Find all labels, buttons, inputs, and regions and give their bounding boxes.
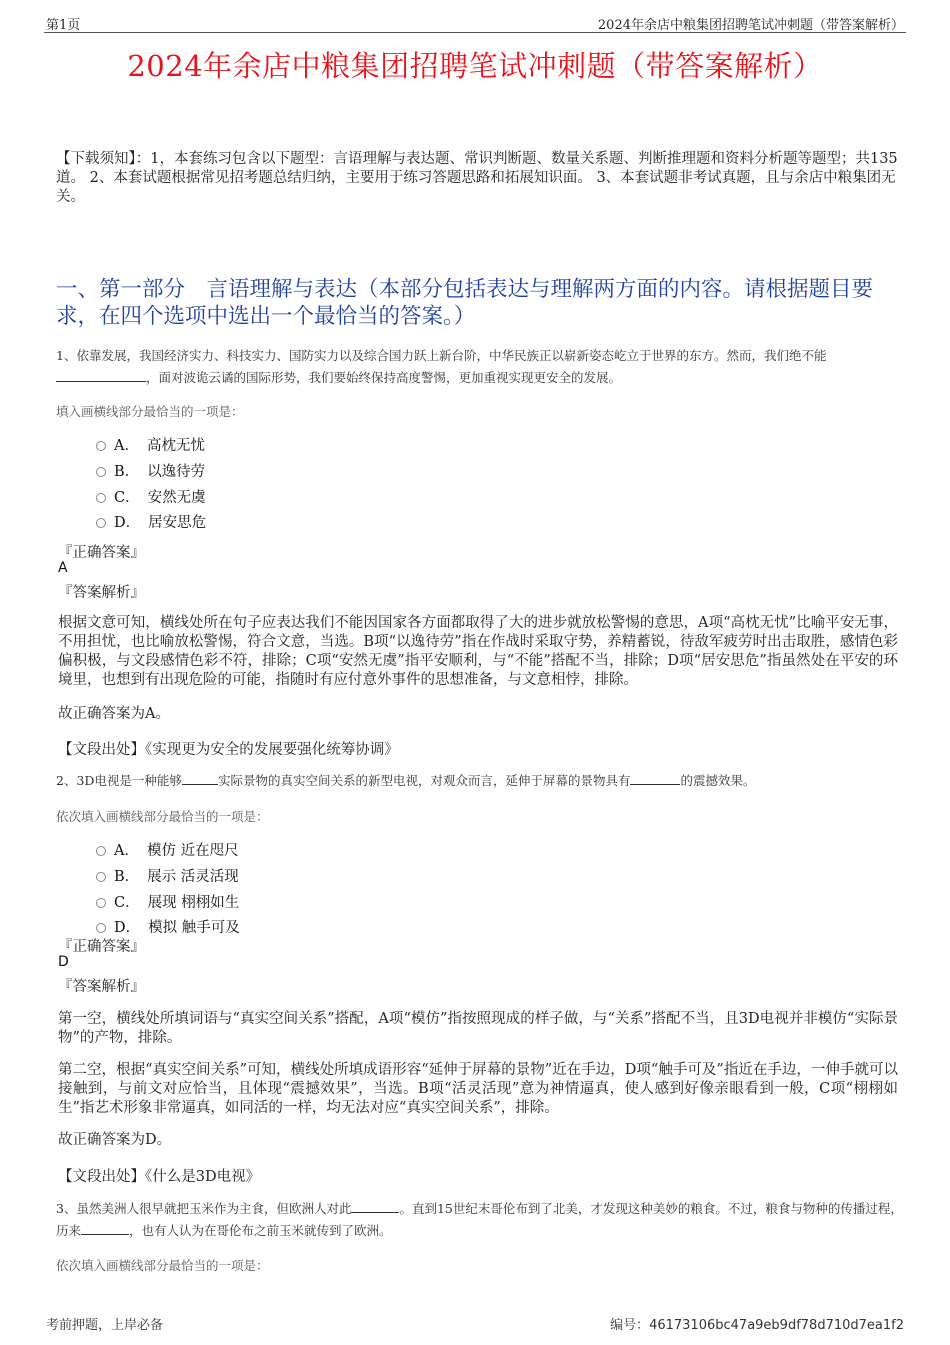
footer-slogan: 考前押题，上岸必备 xyxy=(46,1318,164,1333)
answer-blank xyxy=(81,1220,129,1235)
radio-icon[interactable] xyxy=(96,441,106,451)
correct-answer-label: 『正确答案』 xyxy=(58,939,145,955)
analysis-paragraph: 第一空，横线处所填词语与“真实空间关系”搭配，A项“模仿”指按照现成的样子做，与“关系”搭配不当，且3D电视并非模仿“实际景物”的产物，排除。 xyxy=(58,1011,898,1046)
analysis-label: 『答案解析』 xyxy=(58,585,145,601)
answer-blank xyxy=(182,770,218,785)
analysis-label: 『答案解析』 xyxy=(58,979,145,995)
analysis-paragraph: 根据文意可知，横线处所在句子应表达我们不能因国家各方面都取得了大的进步就放松警惕的意思，A项“高枕无忧”比喻平安无事，不用担忧，也比喻放松警惕，符合文意，当选。B项“以逸待劳”指在作战时采取守势，养精蓄锐，待敌军疲劳时出击取胜，感情色彩偏积极，与文段感情色彩不符，排除；C项“安然无虞”指平安顺利，与“不能”搭配不当，排除；D项“居安思危”指虽然处在平安的环境里，也想到有出现危险的可能，指随时有应付意外事件的思想准备，与文意相悖，排除。 xyxy=(58,615,898,688)
answer-blank xyxy=(351,1198,399,1213)
answer-blank xyxy=(56,367,146,382)
question-3-stem: 3、虽然美洲人很早就把玉米作为主食，但欧洲人对此 。直到15世纪末哥伦布到了北美，才发现这种美妙的粮食。不过，粮食与物种的传播过程，历来 ，也有人认为在哥伦布之前玉米就传到了欧洲。 xyxy=(56,1198,906,1242)
header-rule xyxy=(44,32,906,33)
document-id-code: 46173106bc47a9eb9df78d710d7ea1f2 xyxy=(649,1318,904,1333)
page-number: 第1页 xyxy=(46,18,81,33)
radio-icon[interactable] xyxy=(96,518,106,528)
download-notice: 【下载须知】：1，本套练习包含以下题型：言语理解与表达题、常识判断题、数量关系题、判断推理题和资料分析题等题型；共135道。 2、本套试题根据常见招考题总结归纳，主要用于练习答题思路和拓展知识面。 3、本套试题非考试真题，且与余店中粮集团无关。 xyxy=(56,151,898,205)
passage-source: 【文段出处】《实现更为安全的发展要强化统筹协调》 xyxy=(58,742,399,758)
analysis-conclusion: 故正确答案为A。 xyxy=(58,706,170,722)
radio-icon[interactable] xyxy=(96,493,106,503)
running-header-title: 2024年余店中粮集团招聘笔试冲刺题（带答案解析） xyxy=(597,18,904,33)
question-2-option-b[interactable]: B． 展示 活灵活现 xyxy=(96,867,239,887)
radio-icon[interactable] xyxy=(96,872,106,882)
question-3-instruction: 依次填入画横线部分最恰当的一项是： xyxy=(56,1258,269,1273)
question-1-option-a[interactable]: A． 高枕无忧 xyxy=(96,436,205,456)
question-1-option-b[interactable]: B． 以逸待劳 xyxy=(96,462,205,482)
radio-icon[interactable] xyxy=(96,923,106,933)
correct-answer-value: A xyxy=(58,560,68,576)
question-2-stem: 2、3D电视是一种能够 实际景物的真实空间关系的新型电视，对观众而言，延伸于屏幕的景物具有 的震撼效果。 xyxy=(56,770,906,792)
answer-blank xyxy=(630,770,680,785)
document-title: 2024年余店中粮集团招聘笔试冲刺题（带答案解析） xyxy=(127,49,823,83)
footer-document-id: 编号：46173106bc47a9eb9df78d710d7ea1f2 xyxy=(610,1318,904,1333)
passage-source: 【文段出处】《什么是3D电视》 xyxy=(58,1169,261,1185)
radio-icon[interactable] xyxy=(96,467,106,477)
question-1-option-d[interactable]: D． 居安思危 xyxy=(96,513,206,533)
radio-icon[interactable] xyxy=(96,898,106,908)
question-2-option-a[interactable]: A． 模仿 近在咫尺 xyxy=(96,841,239,861)
question-2-option-c[interactable]: C． 展现 栩栩如生 xyxy=(96,893,239,913)
question-2-option-d[interactable]: D． 模拟 触手可及 xyxy=(96,918,240,938)
question-1-option-c[interactable]: C． 安然无虞 xyxy=(96,488,206,508)
radio-icon[interactable] xyxy=(96,846,106,856)
correct-answer-value: D xyxy=(58,954,69,970)
question-2-instruction: 依次填入画横线部分最恰当的一项是： xyxy=(56,809,269,824)
question-1-instruction: 填入画横线部分最恰当的一项是： xyxy=(56,404,244,419)
analysis-paragraph: 第二空，根据“真实空间关系”可知，横线处所填成语形容“延伸于屏幕的景物”近在手边，D项“触手可及”指近在手边，一伸手就可以接触到，与前文对应恰当，且体现“震撼效果”，当选。B项“活灵活现”意为神情逼真，使人感到好像亲眼看到一般，C项“栩栩如生”指艺术形象非常逼真，如同活的一样，均无法对应“真实空间关系”，排除。 xyxy=(58,1062,898,1116)
section-heading: 一、第一部分 言语理解与表达（本部分包括表达与理解两方面的内容。请根据题目要求，在四个选项中选出一个最恰当的答案。） xyxy=(56,277,874,329)
correct-answer-label: 『正确答案』 xyxy=(58,545,145,561)
analysis-conclusion: 故正确答案为D。 xyxy=(58,1132,172,1148)
question-1-stem: 1、依靠发展，我国经济实力、科技实力、国防实力以及综合国力跃上新台阶，中华民族正以崭新姿态屹立于世界的东方。然而，我们绝不能 ，面对波诡云谲的国际形势，我们要始终保持高度警惕，更加重视实现更安全的发展。 xyxy=(56,348,827,385)
